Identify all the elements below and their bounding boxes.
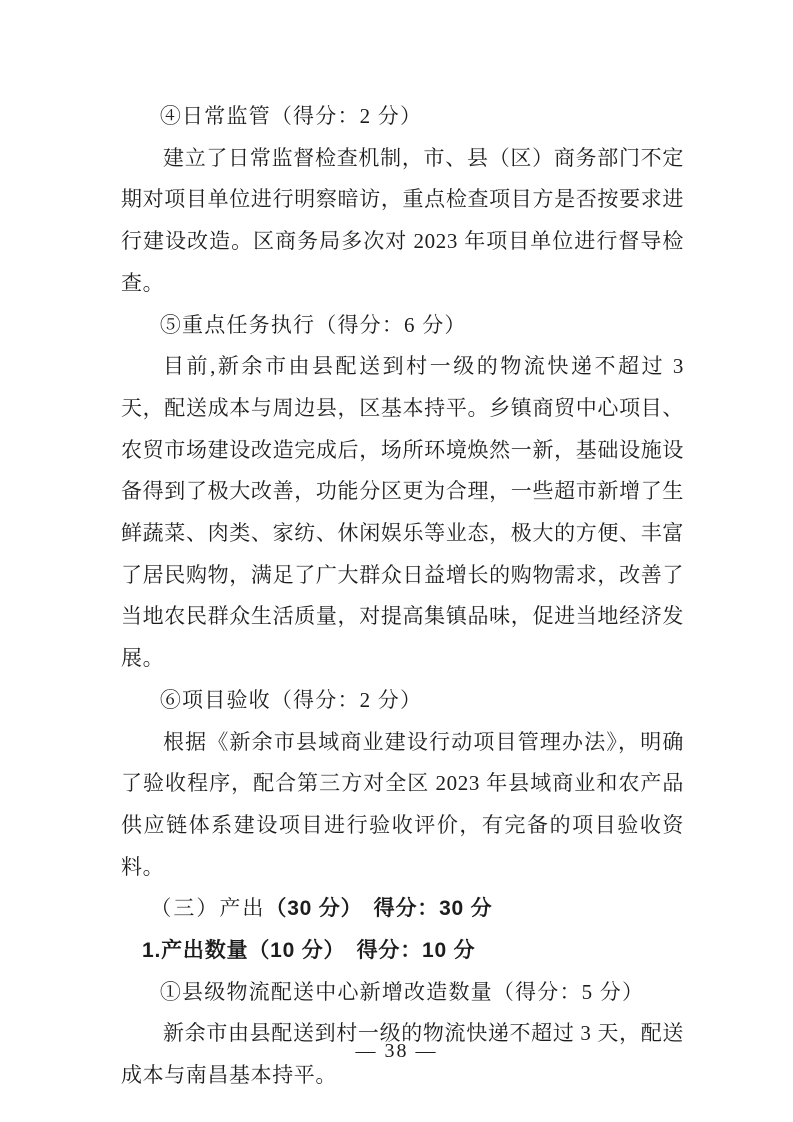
heading-output-section-score: （30 分） 得分：30 分 (265, 897, 493, 921)
heading-daily-supervision: ④日常监管（得分：2 分） (159, 104, 423, 128)
heading-key-task-execution: ⑤重点任务执行（得分：6 分） (159, 312, 467, 337)
heading-output-quantity: 1.产出数量（10 分） 得分：10 分 (142, 939, 476, 963)
document-body (121, 96, 684, 1097)
heading-logistics-center-count: ①县级物流配送中心新增改造数量（得分：5 分） (159, 979, 645, 1004)
page-number: — 38 — (355, 1040, 438, 1062)
heading-output-section (121, 888, 684, 930)
paragraph-project-acceptance: 根据《新余市县域商业建设行动项目管理办法》，明确了验收程序，配合第三方对全区 2023 年县域商业和农产品供应链体系建设项目进行验收评价，有完备的项目验收资料。 (121, 729, 684, 879)
heading-output-section-label: （三）产出 (150, 896, 266, 921)
paragraph-logistics-delivery: 新余市由县配送到村一级的物流快递不超过 3 天，配送成本与南昌基本持平。 (121, 1021, 684, 1088)
paragraph-daily-supervision: 建立了日常监督检查机制，市、县（区）商务部门不定期对项目单位进行明察暗访，重点检查项目方是否按要求进行建设改造。区商务局多次对 2023 年项目单位进行督导检查。 (121, 145, 684, 295)
paragraph-key-task-execution: 目前,新余市由县配送到村一级的物流快递不超过 3 天，配送成本与周边县，区基本持平。乡镇商贸中心项目、农贸市场建设改造完成后，场所环境焕然一新，基础设施设备得到了极大改善，功能分区更为合理，一些超市新增了生鲜蔬菜、肉类、家纺、休闲娱乐等业态，极大的方便、丰富了居民购物，满足了广大群众日益增长的购物需求，改善了当地农民群众生活质量，对提高集镇品味，促进当地经济发展。 (121, 354, 684, 671)
heading-project-acceptance: ⑥项目验收（得分：2 分） (159, 687, 423, 712)
